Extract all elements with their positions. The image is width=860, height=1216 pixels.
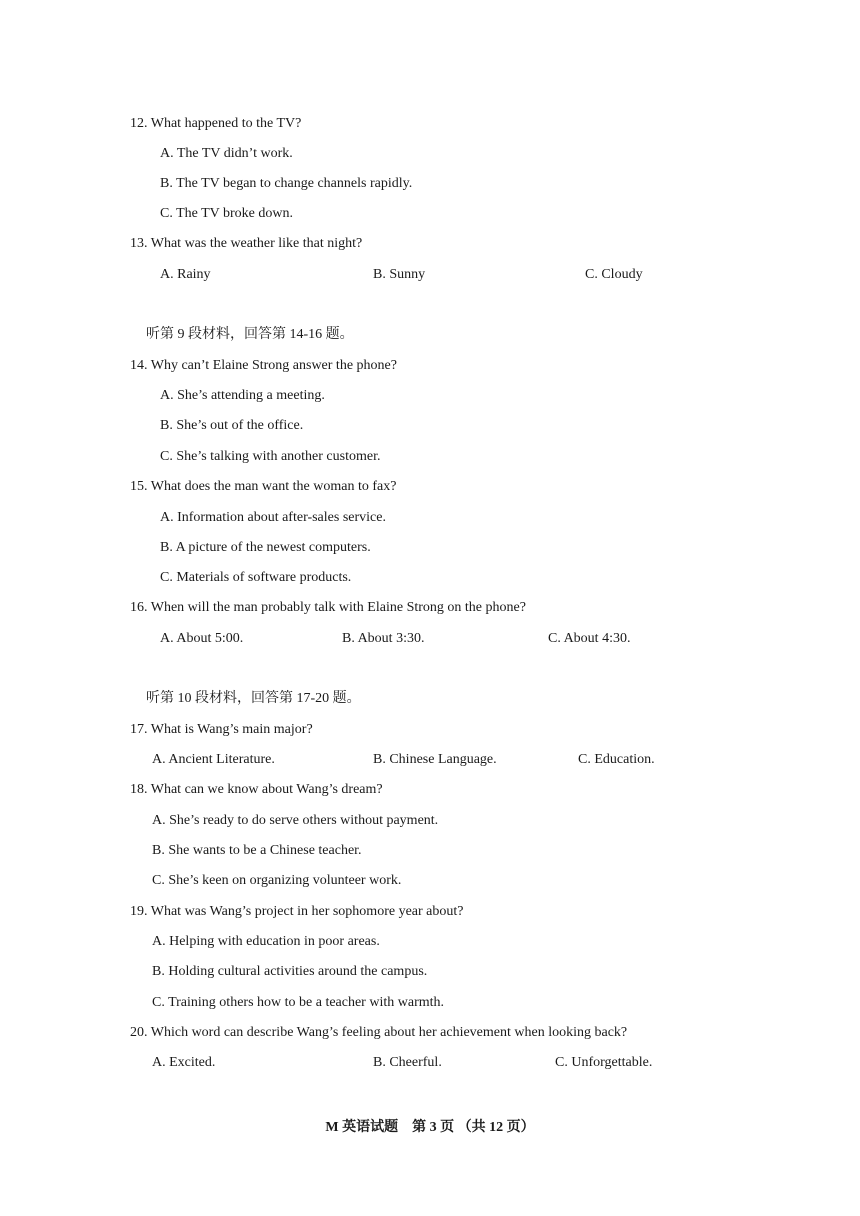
option-17c: C. Education. bbox=[578, 752, 655, 767]
option-20c: C. Unforgettable. bbox=[555, 1055, 653, 1070]
question-14: 14. Why can’t Elaine Strong answer the phone? bbox=[130, 358, 397, 373]
option-17a: A. Ancient Literature. bbox=[152, 752, 275, 767]
option-20b: B. Cheerful. bbox=[373, 1055, 442, 1070]
question-12: 12. What happened to the TV? bbox=[130, 116, 302, 131]
question-16: 16. When will the man probably talk with Elaine Strong on the phone? bbox=[130, 600, 526, 615]
option-15c: C. Materials of software products. bbox=[160, 570, 352, 585]
section-header-9: 听第 9 段材料，回答第 14-16 题。 bbox=[146, 327, 354, 342]
option-13a: A. Rainy bbox=[160, 267, 211, 282]
option-18a: A. She’s ready to do serve others without payment. bbox=[152, 813, 439, 828]
option-20a: A. Excited. bbox=[152, 1055, 216, 1070]
option-16b: B. About 3:30. bbox=[342, 631, 425, 646]
option-17b: B. Chinese Language. bbox=[373, 752, 497, 767]
page-footer: M 英语试题 第 3 页 （共 12 页） bbox=[325, 1120, 535, 1135]
option-19b: B. Holding cultural activities around the campus. bbox=[152, 964, 428, 979]
question-17: 17. What is Wang’s main major? bbox=[130, 722, 313, 737]
option-18b: B. She wants to be a Chinese teacher. bbox=[152, 843, 362, 858]
option-18c: C. She’s keen on organizing volunteer work. bbox=[152, 873, 402, 888]
option-12c: C. The TV broke down. bbox=[160, 206, 293, 221]
option-13b: B. Sunny bbox=[373, 267, 426, 282]
option-14c: C. She’s talking with another customer. bbox=[160, 449, 381, 464]
question-13: 13. What was the weather like that night? bbox=[130, 236, 363, 251]
option-13c: C. Cloudy bbox=[585, 267, 643, 282]
question-20: 20. Which word can describe Wang’s feeling about her achievement when looking back? bbox=[130, 1025, 628, 1040]
question-15: 15. What does the man want the woman to fax? bbox=[130, 479, 397, 494]
option-12b: B. The TV began to change channels rapidly. bbox=[160, 176, 413, 191]
option-15a: A. Information about after-sales service. bbox=[160, 510, 386, 525]
option-14b: B. She’s out of the office. bbox=[160, 418, 304, 433]
option-16a: A. About 5:00. bbox=[160, 631, 244, 646]
option-19a: A. Helping with education in poor areas. bbox=[152, 934, 380, 949]
option-14a: A. She’s attending a meeting. bbox=[160, 388, 325, 403]
option-15b: B. A picture of the newest computers. bbox=[160, 540, 371, 555]
question-19: 19. What was Wang’s project in her sophomore year about? bbox=[130, 904, 464, 919]
section-header-10: 听第 10 段材料，回答第 17-20 题。 bbox=[146, 691, 361, 706]
option-16c: C. About 4:30. bbox=[548, 631, 631, 646]
option-12a: A. The TV didn’t work. bbox=[160, 146, 293, 161]
question-18: 18. What can we know about Wang’s dream? bbox=[130, 782, 383, 797]
option-19c: C. Training others how to be a teacher with warmth. bbox=[152, 995, 445, 1010]
